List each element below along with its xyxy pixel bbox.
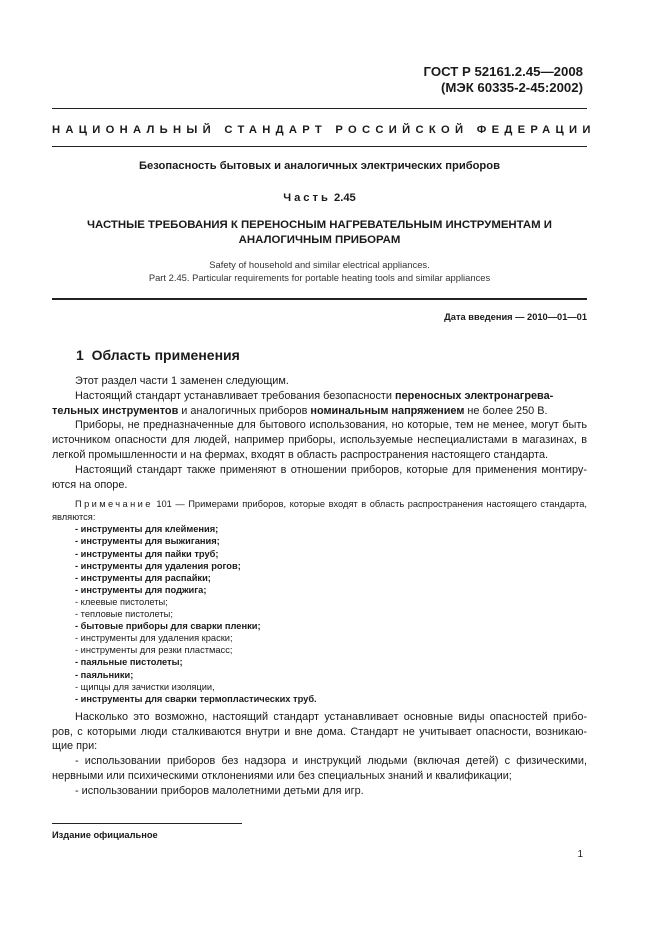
top-rule	[52, 108, 587, 109]
note-label: Примечание	[75, 499, 153, 510]
paragraph-5: Насколько это возможно, настоящий стандарт устанавливает основные виды опасностей прибо-ров, с которыми люди сталкиваются внутри и вне дома. Стандарт не учитывает опасности, возникаю-щие при:	[52, 710, 587, 753]
document-number	[424, 64, 583, 96]
examples-list	[52, 523, 587, 704]
section-number: 1	[76, 347, 84, 363]
introduction-date: Дата введения — 2010—01—01	[444, 312, 587, 322]
note-101	[52, 498, 587, 523]
list-item: - клеевые пистолеты;	[75, 596, 168, 607]
title-ru-line-2: АНАЛОГИЧНЫМ ПРИБОРАМ	[238, 234, 401, 246]
national-standard-heading: НАЦИОНАЛЬНЫЙ СТАНДАРТ РОССИЙСКОЙ ФЕДЕРАЦИИ	[52, 124, 596, 136]
list-item: - инструменты для резки пластмасс;	[75, 645, 233, 656]
heading-rule	[52, 146, 587, 147]
paragraph-6: - использовании приборов без надзора и инструкций людьми (включая детей) с физическими, нервными или психическими отклонениями или без специальных знаний и квалификации;	[52, 755, 587, 782]
part-word: Часть	[283, 192, 331, 204]
list-item: - паяльники;	[75, 669, 134, 680]
footer-rule	[52, 823, 242, 824]
list-item: - инструменты для пайки труб;	[75, 548, 219, 559]
paragraph-4: Настоящий стандарт также применяют в отношении приборов, которые для применения монтиру-ются на опоре.	[52, 463, 587, 491]
part-label	[52, 192, 587, 204]
list-item: - бытовые приборы для сварки пленки;	[75, 621, 261, 632]
list-item: - инструменты для клеймения;	[75, 524, 219, 535]
paragraph-1: Этот раздел части 1 заменен следующим.	[75, 375, 289, 387]
iec-number: (МЭК 60335-2-45:2002)	[440, 80, 583, 95]
page-number: 1	[577, 849, 583, 860]
list-item: - инструменты для распайки;	[75, 572, 211, 583]
list-item: - инструменты для поджига;	[75, 584, 207, 595]
list-item: - паяльные пистолеты;	[75, 657, 183, 668]
list-item: - тепловые пистолеты;	[75, 609, 173, 620]
title-en-line-1: Safety of household and similar electrical appliances.	[209, 259, 430, 270]
paragraph-7: - использовании приборов малолетними детьми для игр.	[75, 784, 364, 797]
part-number: 2.45	[334, 192, 356, 204]
section-body	[52, 374, 587, 799]
section-title: Область применения	[91, 347, 240, 363]
document-title-ru	[52, 218, 587, 248]
official-edition-label: Издание официальное	[52, 830, 158, 840]
title-rule	[52, 298, 587, 300]
list-item: - инструменты для выжигания;	[75, 536, 220, 547]
list-item: - инструменты для удаления краски;	[75, 633, 233, 644]
list-item: - щипцы для зачистки изоляции,	[75, 681, 215, 692]
note-text: 101 — Примерами приборов, которые входят в область распространения настоящего стандарта, являются:	[52, 499, 587, 522]
paragraph-2: Настоящий стандарт устанавливает требования безопасности переносных электронагрева- тельных инструментов и аналогичных приборов номинальным напряжением не более 250 В.	[52, 389, 554, 417]
gost-number: ГОСТ Р 52161.2.45—2008	[423, 64, 583, 79]
title-en-line-2: Part 2.45. Particular requirements for portable heating tools and similar appliances	[148, 272, 491, 283]
list-item: - инструменты для удаления рогов;	[75, 560, 241, 571]
document-subtitle: Безопасность бытовых и аналогичных электрических приборов	[139, 160, 500, 172]
title-ru-line-1: ЧАСТНЫЕ ТРЕБОВАНИЯ К ПЕРЕНОСНЫМ НАГРЕВАТЕЛЬНЫМ ИНСТРУМЕНТАМ И	[87, 219, 552, 231]
document-title-en	[52, 258, 587, 284]
section-heading	[76, 347, 240, 363]
paragraph-3: Приборы, не предназначенные для бытового использования, но которые, тем не менее, могут быть источником опасности для людей, например приборы, используемые неспециалистами в магазинах, в легкой промышленности и на фермах, входят в область распространения настоящего стандарта.	[52, 419, 587, 461]
list-item: - инструменты для сварки термопластических труб.	[75, 693, 317, 704]
